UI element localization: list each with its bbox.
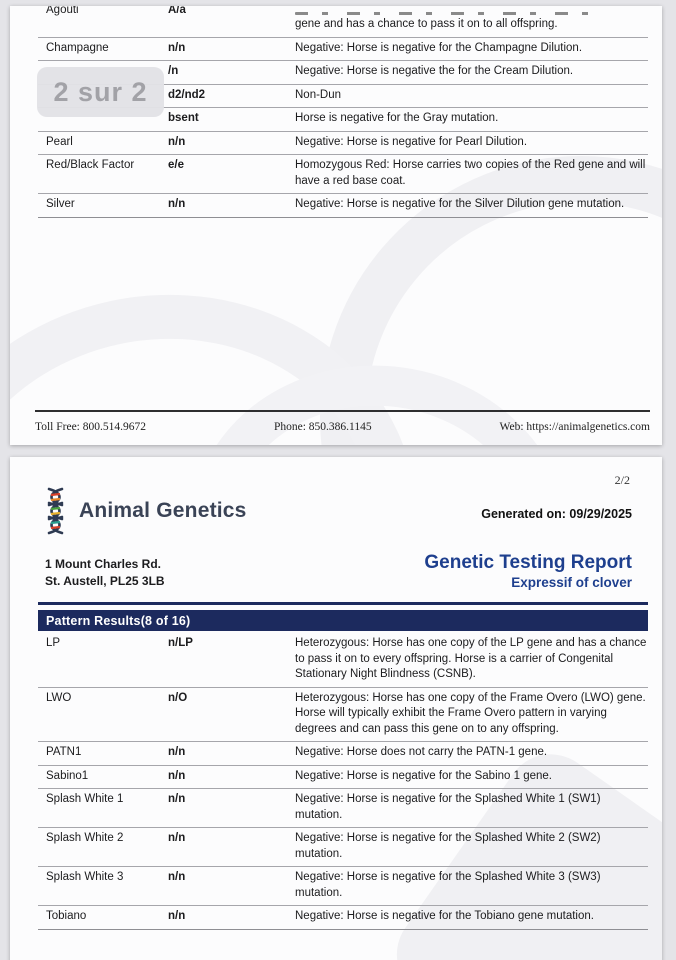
table-row	[38, 742, 648, 766]
genotype-cell: e/e	[168, 159, 184, 171]
genotype-cell: n/n	[168, 793, 186, 805]
footer-tollfree: Toll Free: 800.514.9672	[35, 421, 146, 433]
brand-name: Animal Genetics	[79, 499, 247, 522]
trait-cell: Splash White 1	[46, 793, 124, 805]
genotype-cell: n/n	[168, 41, 186, 54]
table-row	[38, 766, 648, 790]
trait-cell: Champagne	[46, 41, 109, 54]
trait-cell: Splash White 3	[46, 871, 124, 883]
description-cell: Negative: Horse is negative for Pearl Dilution.	[295, 135, 528, 148]
description-cell: Negative: Horse is negative the for the Cream Dilution.	[295, 65, 574, 77]
report-title: Genetic Testing Report	[424, 552, 632, 573]
trait-cell: Sabino1	[46, 769, 89, 782]
description-cell: Non-Dun	[295, 88, 342, 101]
table-row	[38, 688, 648, 743]
description-cell: Negative: Horse is negative for the Splashed White 3 (SW3) mutation.	[295, 871, 601, 899]
subject-name: Expressif of clover	[511, 575, 632, 590]
generated-date: Generated on: 09/29/2025	[481, 507, 632, 521]
genotype-cell: n/n	[168, 832, 186, 844]
genotype-cell: A/a	[168, 6, 186, 16]
header-divider	[38, 602, 648, 605]
table-row	[38, 38, 648, 62]
report-page-2	[10, 457, 662, 960]
genotype-cell: n/n	[168, 871, 186, 883]
genotype-cell: bsent	[168, 112, 199, 124]
trait-cell: Silver	[46, 198, 75, 210]
address-line-2: St. Austell, PL25 3LB	[45, 574, 165, 588]
description-cell: gene and has a chance to pass it on to all offspring.	[295, 9, 648, 33]
pattern-results-table	[38, 633, 648, 930]
description-cell: Negative: Horse is negative for the Tobiano gene mutation.	[295, 910, 594, 922]
genotype-cell: d2/nd2	[168, 88, 206, 101]
description-cell: Negative: Horse does not carry the PATN-1 gene.	[295, 746, 548, 758]
description-cell: Negative: Horse is negative for the Sabino 1 gene.	[295, 769, 552, 782]
genotype-cell: n/n	[168, 769, 186, 782]
genotype-cell: /n	[168, 65, 179, 77]
footer-phone: Phone: 850.386.1145	[273, 421, 372, 433]
trait-cell: PATN1	[46, 746, 82, 758]
genotype-cell: n/n	[168, 910, 186, 922]
genotype-cell: n/n	[168, 198, 186, 210]
trait-cell: Tobiano	[46, 910, 87, 922]
table-row	[38, 194, 648, 218]
table-row	[38, 6, 648, 38]
description-cell: Heterozygous: Horse has one copy of the Frame Overo (LWO) gene. Horse will typically exhibit the Frame Overo pattern in varying degrees and can pass this gene on to any offspring.	[295, 691, 646, 735]
footer-divider	[35, 410, 650, 412]
address-line-1: 1 Mount Charles Rd.	[45, 557, 162, 571]
table-row	[38, 906, 648, 930]
report-title-block	[424, 552, 632, 590]
brand-logo	[42, 487, 247, 535]
report-page-1	[10, 6, 662, 445]
description-cell: Negative: Horse is negative for the Splashed White 1 (SW1) mutation.	[295, 793, 601, 821]
table-row	[38, 789, 648, 828]
genotype-cell: n/n	[168, 135, 186, 148]
table-row	[38, 155, 648, 194]
trait-cell: Pearl	[46, 135, 73, 148]
table-row	[38, 867, 648, 906]
section-header-label: Pattern Results(8 of 16)	[46, 613, 191, 628]
genotype-cell: n/n	[168, 746, 186, 758]
dna-helix-icon	[42, 487, 69, 535]
description-cell: Negative: Horse is negative for the Silver Dilution gene mutation.	[295, 198, 625, 210]
section-header-bar	[38, 610, 648, 631]
table-row	[38, 132, 648, 156]
genotype-cell: n/LP	[168, 637, 193, 649]
trait-cell: Splash White 2	[46, 832, 124, 844]
description-cell: Horse is negative for the Gray mutation.	[295, 112, 499, 124]
trait-cell: Agouti	[46, 6, 79, 16]
description-cell: Negative: Horse is negative for the Champagne Dilution.	[295, 41, 583, 54]
trait-cell: LWO	[46, 691, 72, 704]
viewer-page-indicator-badge: 2 sur 2	[37, 67, 164, 117]
genotype-cell: n/O	[168, 691, 188, 704]
lab-address	[45, 556, 165, 590]
footer-web: Web: https://animalgenetics.com	[499, 421, 650, 433]
clipped-text-fragment	[295, 12, 599, 15]
description-cell: Negative: Horse is negative for the Splashed White 2 (SW2) mutation.	[295, 832, 601, 860]
page-footer	[35, 410, 650, 433]
page-number: 2/2	[614, 473, 630, 487]
table-row	[38, 633, 648, 688]
table-row	[38, 828, 648, 867]
description-cell: Homozygous Red: Horse carries two copies of the Red gene and will have a red base coat.	[295, 159, 646, 187]
description-cell: Heterozygous: Horse has one copy of the LP gene and has a chance to pass it on to every offspring. Horse is a carrier of Congenital Stationary Night Blindness (CSNB).	[295, 637, 647, 680]
trait-cell: Red/Black Factor	[46, 159, 135, 171]
trait-cell: LP	[46, 637, 61, 649]
